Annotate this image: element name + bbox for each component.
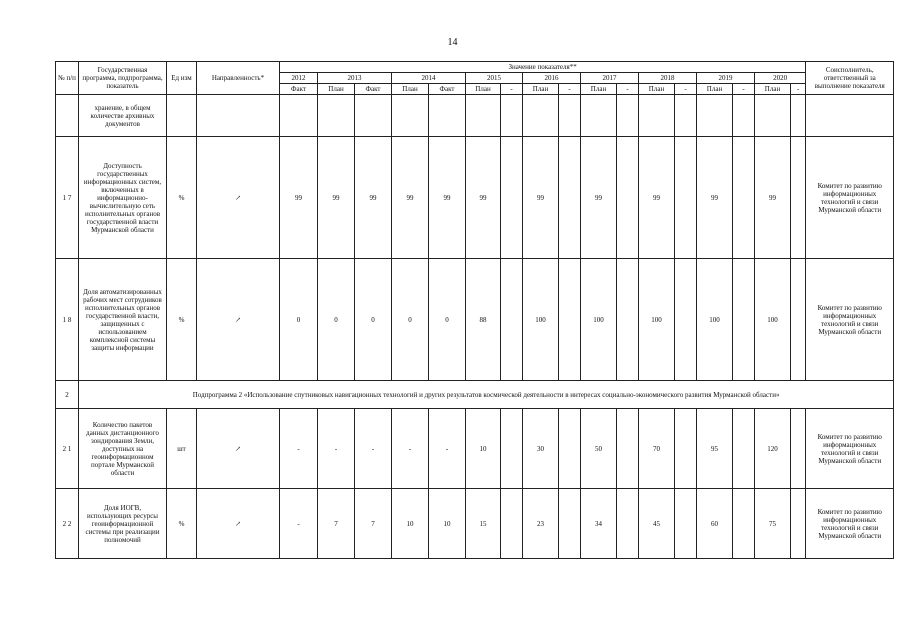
- value-cell: [466, 95, 501, 137]
- sub-header: -: [559, 84, 581, 95]
- sub-header: Факт: [355, 84, 392, 95]
- value-cell: 60: [697, 489, 733, 559]
- value-cell: 99: [581, 137, 617, 259]
- value-cell: 15: [466, 489, 501, 559]
- table-row: [56, 489, 894, 559]
- header-unit: Ед изм: [167, 62, 197, 95]
- value-cell: 10: [429, 489, 466, 559]
- value-cell: 7: [318, 489, 355, 559]
- row-executor: Комитет по развитию информационных технологий и связи Мурманской области: [806, 259, 894, 381]
- row-unit: шт: [167, 409, 197, 489]
- value-cell: [617, 137, 639, 259]
- row-executor: Комитет по развитию информационных технологий и связи Мурманской области: [806, 489, 894, 559]
- value-cell: [617, 489, 639, 559]
- indicator-table: [55, 61, 894, 559]
- value-cell: [501, 409, 523, 489]
- value-cell: [791, 137, 806, 259]
- sub-header: -: [675, 84, 697, 95]
- sub-header: -: [791, 84, 806, 95]
- year-2015: 2015: [466, 73, 523, 84]
- row-num: 1 8: [56, 259, 79, 381]
- value-cell: 45: [639, 489, 675, 559]
- value-cell: -: [280, 409, 318, 489]
- header-direction: Направленность*: [197, 62, 280, 95]
- value-cell: -: [392, 409, 429, 489]
- row-name: Доля автоматизированных рабочих мест сотрудников исполнительных органов государственной власти, защищенных с использованием комплексной системы защиты информации: [79, 259, 167, 381]
- value-cell: [697, 95, 733, 137]
- value-cell: [733, 259, 755, 381]
- value-cell: -: [429, 409, 466, 489]
- sub-header: План: [755, 84, 791, 95]
- value-cell: 23: [523, 489, 559, 559]
- row-direction: [197, 95, 280, 137]
- header-program: Государственная программа, подпрограмма, показатель: [79, 62, 167, 95]
- row-executor: Комитет по развитию информационных технологий и связи Мурманской области: [806, 409, 894, 489]
- value-cell: 0: [355, 259, 392, 381]
- value-cell: 99: [523, 137, 559, 259]
- value-cell: [280, 95, 318, 137]
- year-2018: 2018: [639, 73, 697, 84]
- row-name: хранение, в общем количестве архивных документов: [79, 95, 167, 137]
- value-cell: 34: [581, 489, 617, 559]
- value-cell: [559, 137, 581, 259]
- sub-header: Факт: [280, 84, 318, 95]
- value-cell: 99: [392, 137, 429, 259]
- row-unit: %: [167, 137, 197, 259]
- value-cell: [559, 95, 581, 137]
- sub-header: -: [501, 84, 523, 95]
- row-name: Количество пакетов данных дистанционного зондирования Земли, доступных на геоинформационном портале Мурманской области: [79, 409, 167, 489]
- subprogram-num: 2: [56, 381, 79, 409]
- value-cell: [675, 409, 697, 489]
- value-cell: [501, 95, 523, 137]
- value-cell: 0: [318, 259, 355, 381]
- value-cell: 0: [280, 259, 318, 381]
- value-cell: [755, 95, 791, 137]
- row-num: [56, 95, 79, 137]
- value-cell: 100: [581, 259, 617, 381]
- direction-increase-icon: ↗: [197, 409, 280, 489]
- value-cell: 70: [639, 409, 675, 489]
- value-cell: -: [355, 409, 392, 489]
- value-cell: [675, 137, 697, 259]
- table-row: [56, 95, 894, 137]
- value-cell: 99: [639, 137, 675, 259]
- value-cell: 99: [466, 137, 501, 259]
- value-cell: [675, 259, 697, 381]
- table-row: [56, 409, 894, 489]
- value-cell: [733, 489, 755, 559]
- page-number: 14: [447, 37, 458, 48]
- row-executor: Комитет по развитию информационных технологий и связи Мурманской области: [806, 137, 894, 259]
- value-cell: 88: [466, 259, 501, 381]
- table-row: [56, 137, 894, 259]
- value-cell: [559, 489, 581, 559]
- value-cell: [429, 95, 466, 137]
- value-cell: 0: [392, 259, 429, 381]
- value-cell: 120: [755, 409, 791, 489]
- row-num: 1 7: [56, 137, 79, 259]
- direction-increase-icon: ↗: [197, 489, 280, 559]
- sub-header: План: [697, 84, 733, 95]
- table-row: [56, 259, 894, 381]
- value-cell: 0: [429, 259, 466, 381]
- value-cell: [392, 95, 429, 137]
- value-cell: [523, 95, 559, 137]
- value-cell: 99: [755, 137, 791, 259]
- value-cell: [617, 259, 639, 381]
- sub-header: План: [639, 84, 675, 95]
- year-2020: 2020: [755, 73, 806, 84]
- year-2016: 2016: [523, 73, 581, 84]
- row-name: Доля ИОГВ, использующих ресурсы геоинформационной системы при реализации полномочий: [79, 489, 167, 559]
- sub-header: План: [581, 84, 617, 95]
- value-cell: [559, 409, 581, 489]
- row-num: 2 1: [56, 409, 79, 489]
- value-cell: 7: [355, 489, 392, 559]
- value-cell: 10: [392, 489, 429, 559]
- row-unit: [167, 95, 197, 137]
- year-2019: 2019: [697, 73, 755, 84]
- value-cell: 100: [523, 259, 559, 381]
- sub-header: -: [617, 84, 639, 95]
- value-cell: [581, 95, 617, 137]
- value-cell: [675, 95, 697, 137]
- value-cell: [617, 95, 639, 137]
- sub-header: План: [318, 84, 355, 95]
- row-name: Доступность государственных информационных систем, включенных в информационно-вычислительную сеть исполнительных органов государственной власти Мурманской области: [79, 137, 167, 259]
- subprogram-title: Подпрограмма 2 «Использование спутниковых навигационных технологий и других результатов космической деятельности в интересах социально-экономического развития Мурманской области»: [79, 381, 894, 409]
- value-cell: [318, 95, 355, 137]
- sub-header: -: [733, 84, 755, 95]
- row-unit: %: [167, 489, 197, 559]
- value-cell: 50: [581, 409, 617, 489]
- value-cell: [675, 489, 697, 559]
- value-cell: 99: [697, 137, 733, 259]
- sub-header: Факт: [429, 84, 466, 95]
- value-cell: 10: [466, 409, 501, 489]
- value-cell: 30: [523, 409, 559, 489]
- value-cell: [501, 259, 523, 381]
- value-cell: [501, 489, 523, 559]
- value-cell: [639, 95, 675, 137]
- row-num: 2 2: [56, 489, 79, 559]
- value-cell: 75: [755, 489, 791, 559]
- year-2017: 2017: [581, 73, 639, 84]
- value-cell: [501, 137, 523, 259]
- value-cell: [733, 409, 755, 489]
- year-2013: 2013: [318, 73, 392, 84]
- row-unit: %: [167, 259, 197, 381]
- direction-increase-icon: ↗: [197, 137, 280, 259]
- header-executor: Соисполнитель, ответственный за выполнение показателя: [806, 62, 894, 95]
- value-cell: 99: [280, 137, 318, 259]
- value-cell: [791, 259, 806, 381]
- row-executor: [806, 95, 894, 137]
- value-cell: [733, 95, 755, 137]
- sub-header: План: [392, 84, 429, 95]
- value-cell: [733, 137, 755, 259]
- year-2012: 2012: [280, 73, 318, 84]
- value-cell: 99: [355, 137, 392, 259]
- subprogram-row: [56, 381, 894, 409]
- value-cell: -: [280, 489, 318, 559]
- value-cell: 99: [429, 137, 466, 259]
- value-cell: 99: [318, 137, 355, 259]
- value-cell: -: [318, 409, 355, 489]
- header-values: Значение показателя**: [280, 62, 806, 73]
- value-cell: 100: [755, 259, 791, 381]
- value-cell: 100: [697, 259, 733, 381]
- value-cell: [791, 95, 806, 137]
- value-cell: [791, 409, 806, 489]
- sub-header: План: [523, 84, 559, 95]
- value-cell: 95: [697, 409, 733, 489]
- year-2014: 2014: [392, 73, 466, 84]
- value-cell: 100: [639, 259, 675, 381]
- value-cell: [791, 489, 806, 559]
- value-cell: [355, 95, 392, 137]
- direction-increase-icon: ↗: [197, 259, 280, 381]
- header-num: № п/п: [56, 62, 79, 95]
- sub-header: План: [466, 84, 501, 95]
- value-cell: [559, 259, 581, 381]
- value-cell: [617, 409, 639, 489]
